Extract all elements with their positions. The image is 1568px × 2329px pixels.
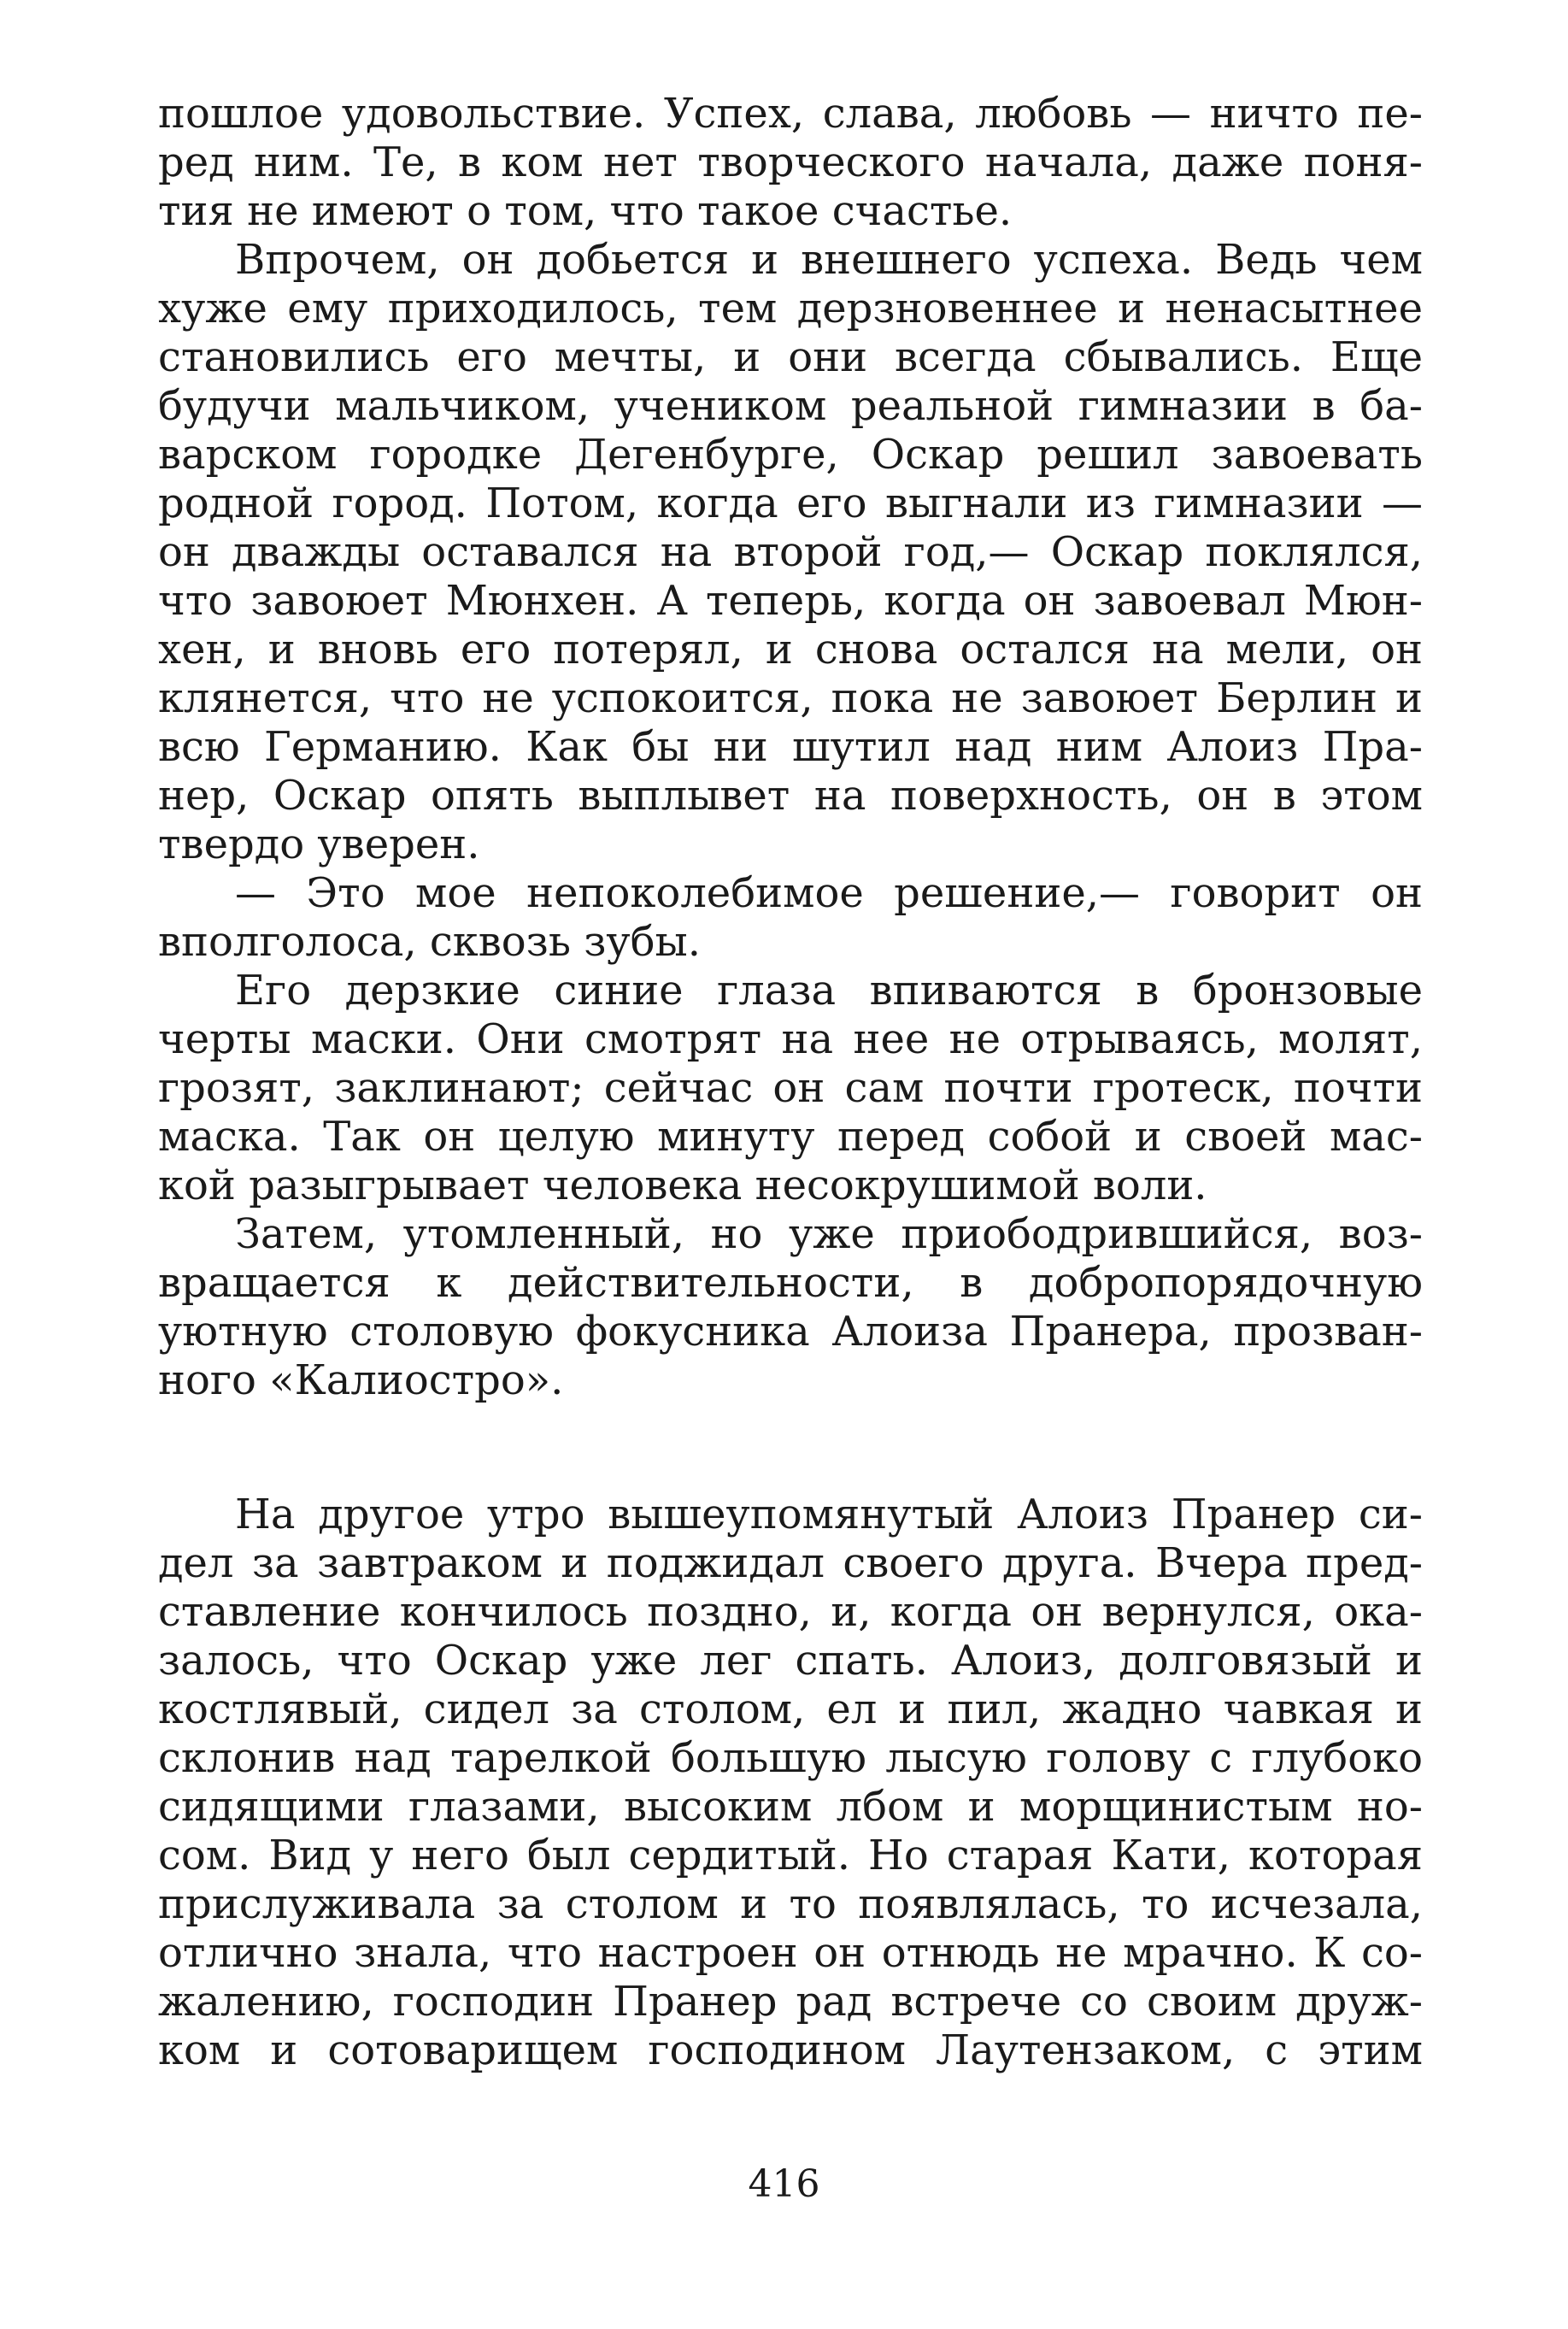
text-line: залось, что Оскар уже лег спать. Алоиз, долговязый и [158, 1637, 1423, 1685]
text-line: отлично знала, что настроен он отнюдь не мрачно. К со- [158, 1929, 1423, 1977]
paragraph-1 [158, 90, 1423, 236]
text-line: На другое утро вышеупомянутый Алоиз Пранер си- [235, 1491, 1423, 1538]
text-line: Впрочем, он добьется и внешнего успеха. Ведь чем [235, 236, 1423, 284]
text-line: сидящими глазами, высоким лбом и морщинистым но- [158, 1783, 1423, 1831]
text-line: клянется, что не успокоится, пока не завоюет Берлин и [158, 674, 1423, 722]
text-line: прислуживала за столом и то появлялась, то исчезала, [158, 1880, 1423, 1928]
text-line: нер, Оскар опять выплывет на поверхность, он в этом [158, 772, 1423, 820]
text-line: пошлое удовольствие. Успех, слава, любовь — ничто пе- [158, 90, 1423, 138]
text-line: черты маски. Они смотрят на нее не отрываясь, молят, [158, 1015, 1423, 1063]
text-line: становились его мечты, и они всегда сбывались. Еще [158, 333, 1423, 381]
section-break [158, 1405, 1423, 1491]
text-line: Его дерзкие синие глаза впиваются в бронзовые [235, 967, 1423, 1015]
text-line: что завоюет Мюнхен. А теперь, когда он завоевал Мюн- [158, 577, 1423, 625]
text-line: маска. Так он целую минуту перед собой и своей мас- [158, 1113, 1423, 1161]
text-line: ред ним. Те, в ком нет творческого начала, даже поня- [158, 138, 1423, 186]
text-line: ставление кончилось поздно, и, когда он вернулся, ока- [158, 1588, 1423, 1636]
text-line: костлявый, сидел за столом, ел и пил, жадно чавкая и [158, 1685, 1423, 1733]
text-line: всю Германию. Как бы ни шутил над ним Алоиз Пра- [158, 723, 1423, 771]
page-number: 416 [748, 2162, 820, 2206]
text-line: хен, и вновь его потерял, и снова остался на мели, он [158, 626, 1423, 673]
text-line: кой разыгрывает человека несокрушимой воли. [158, 1162, 1207, 1209]
text-line: будучи мальчиком, учеником реальной гимназии в ба- [158, 382, 1423, 430]
page-body [158, 90, 1423, 2075]
paragraph-2 [158, 236, 1423, 869]
text-line: вполголоса, сквозь зубы. [158, 918, 702, 966]
text-line: твердо уверен. [158, 820, 480, 868]
paragraph-6 [158, 1491, 1423, 2075]
text-line: Затем, утомленный, но уже приободрившийся, воз- [235, 1210, 1423, 1258]
text-line: ного «Калиостро». [158, 1356, 564, 1404]
text-line: уютную столовую фокусника Алоиза Пранера, прозван- [158, 1308, 1423, 1356]
text-line: грозят, заклинают; сейчас он сам почти гротеск, почти [158, 1064, 1423, 1112]
text-line: он дважды оставался на второй год,— Оскар поклялся, [158, 528, 1423, 576]
text-line: вращается к действительности, в добропорядочную [158, 1259, 1423, 1307]
text-line: дел за завтраком и поджидал своего друга. Вчера пред- [158, 1539, 1423, 1587]
text-line: сом. Вид у него был сердитый. Но старая Кати, которая [158, 1832, 1423, 1879]
text-line: варском городке Дегенбурге, Оскар решил завоевать [158, 431, 1423, 479]
paragraph-5 [158, 1210, 1423, 1405]
paragraph-4 [158, 967, 1423, 1210]
text-line: — Это мое непоколебимое решение,— говорит он [235, 869, 1423, 917]
text-line: хуже ему приходилось, тем дерзновеннее и ненасытнее [158, 285, 1423, 332]
text-line: жалению, господин Пранер рад встрече со своим друж- [158, 1978, 1423, 2026]
text-line: тия не имеют о том, что такое счастье. [158, 187, 1013, 235]
text-line: склонив над тарелкой большую лысую голову с глубоко [158, 1734, 1423, 1782]
text-line: ком и сотоварищем господином Лаутензаком, с этим [158, 2026, 1423, 2074]
paragraph-3 [158, 869, 1423, 967]
text-line: родной город. Потом, когда его выгнали из гимназии — [158, 479, 1423, 527]
